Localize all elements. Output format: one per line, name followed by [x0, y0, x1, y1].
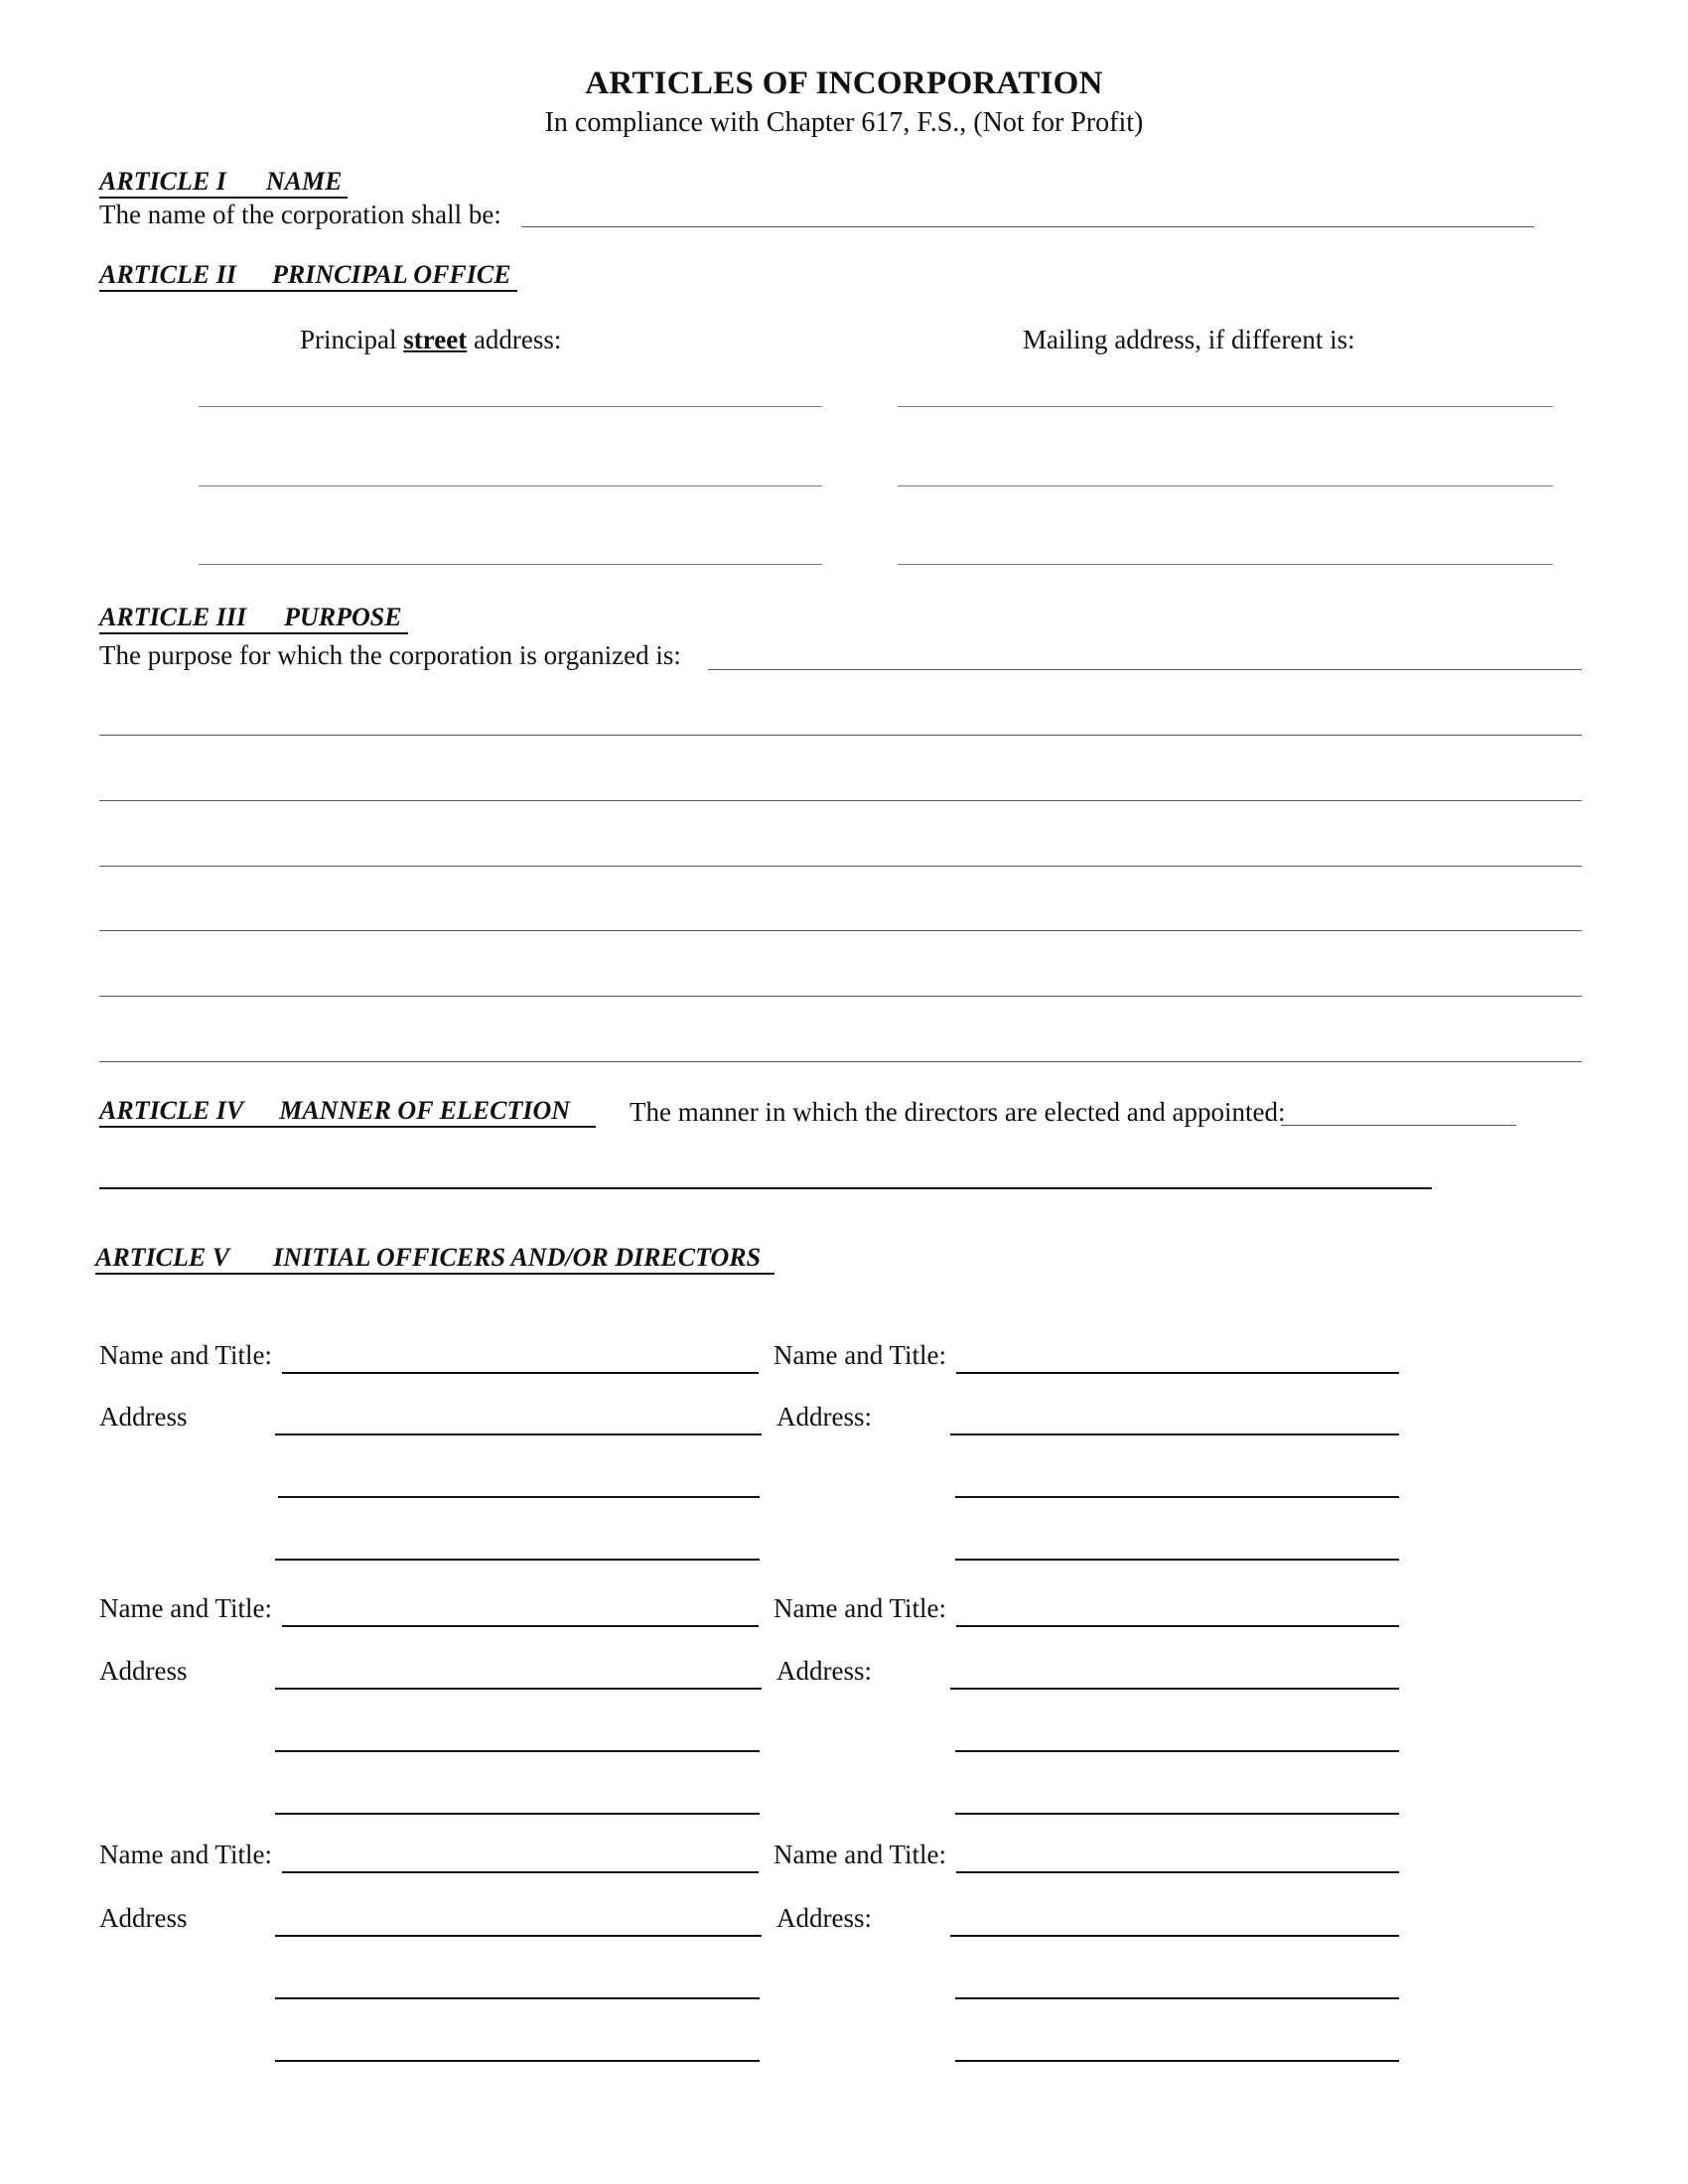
officer-6-address-label: Address:: [776, 1903, 872, 1933]
principal-address-line-3[interactable]: [199, 564, 822, 565]
officer-6-address-line-3[interactable]: [955, 2060, 1399, 2062]
purpose-field-line-1[interactable]: [708, 669, 1582, 670]
officer-5-name-title-label: Name and Title:: [99, 1840, 272, 1869]
election-manner-field-2[interactable]: [99, 1187, 1432, 1189]
street-label-prefix: Principal: [300, 325, 397, 354]
article-2-title: PRINCIPAL OFFICE: [272, 260, 511, 289]
officer-3-address-label: Address: [99, 1656, 188, 1686]
article-3-prompt: The purpose for which the corporation is organized is:: [99, 640, 681, 670]
officer-1-address-line-2[interactable]: [278, 1496, 760, 1498]
officer-1-address-line-1[interactable]: [275, 1433, 762, 1435]
article-4-title: MANNER OF ELECTION: [279, 1096, 571, 1125]
purpose-field-line-5[interactable]: [99, 930, 1582, 931]
purpose-field-line-2[interactable]: [99, 735, 1582, 736]
article-1-number: ARTICLE I: [99, 167, 226, 196]
officer-3-address-line-2[interactable]: [275, 1750, 760, 1752]
purpose-field-line-3[interactable]: [99, 800, 1582, 801]
street-label-suffix: address:: [473, 325, 562, 354]
officer-4-address-line-2[interactable]: [955, 1750, 1399, 1752]
article-1-heading: [99, 167, 348, 199]
principal-address-line-2[interactable]: [199, 485, 822, 486]
article-4-heading: [99, 1096, 596, 1128]
article-5-title: INITIAL OFFICERS AND/OR DIRECTORS: [273, 1243, 762, 1272]
officer-5-name-title-field[interactable]: [282, 1871, 759, 1873]
officer-3-address-line-1[interactable]: [275, 1688, 762, 1690]
officer-5-address-line-1[interactable]: [275, 1935, 762, 1937]
officer-4-name-title-field[interactable]: [956, 1625, 1399, 1627]
article-5-number: ARTICLE V: [95, 1243, 230, 1272]
officer-4-address-line-3[interactable]: [955, 1813, 1399, 1815]
principal-street-address-label: [300, 325, 561, 354]
officer-2-address-line-2[interactable]: [955, 1496, 1399, 1498]
officer-4-address-label: Address:: [776, 1656, 872, 1686]
mailing-address-label: Mailing address, if different is:: [1023, 325, 1355, 354]
article-4-prompt: The manner in which the directors are elected and appointed:: [630, 1097, 1286, 1127]
officer-2-name-title-label: Name and Title:: [774, 1340, 946, 1370]
article-5-heading: [95, 1243, 774, 1275]
officer-5-address-line-3[interactable]: [275, 2060, 760, 2062]
article-3-number: ARTICLE III: [99, 603, 247, 631]
officer-6-address-line-1[interactable]: [950, 1935, 1399, 1937]
article-2-heading: [99, 260, 517, 292]
officer-2-address-line-1[interactable]: [950, 1433, 1399, 1435]
officer-4-address-line-1[interactable]: [950, 1688, 1399, 1690]
officer-1-name-title-field[interactable]: [282, 1372, 759, 1374]
purpose-field-line-6[interactable]: [99, 996, 1582, 997]
officer-2-address-line-3[interactable]: [955, 1559, 1399, 1561]
mailing-address-line-1[interactable]: [898, 406, 1553, 407]
officer-5-address-line-2[interactable]: [275, 1997, 760, 1999]
mailing-address-line-3[interactable]: [898, 564, 1553, 565]
election-manner-field-1[interactable]: [1281, 1125, 1516, 1126]
officer-6-name-title-field[interactable]: [956, 1871, 1399, 1873]
officer-1-address-label: Address: [99, 1402, 188, 1432]
article-4-number: ARTICLE IV: [99, 1096, 244, 1125]
officer-6-name-title-label: Name and Title:: [774, 1840, 946, 1869]
article-3-title: PURPOSE: [284, 603, 402, 631]
officer-1-name-title-label: Name and Title:: [99, 1340, 272, 1370]
officer-6-address-line-2[interactable]: [955, 1997, 1399, 1999]
officer-2-address-label: Address:: [776, 1402, 872, 1432]
principal-address-line-1[interactable]: [199, 406, 822, 407]
form-subtitle: In compliance with Chapter 617, F.S., (Not for Profit): [544, 107, 1144, 138]
officer-3-name-title-field[interactable]: [282, 1625, 759, 1627]
officer-4-name-title-label: Name and Title:: [774, 1593, 946, 1623]
officer-1-address-line-3[interactable]: [275, 1559, 760, 1561]
officer-3-address-line-3[interactable]: [275, 1813, 760, 1815]
street-emphasis: street: [403, 325, 468, 354]
article-1-title: NAME: [265, 167, 343, 196]
article-3-heading: [99, 603, 408, 634]
form-title: ARTICLES OF INCORPORATION: [585, 66, 1103, 101]
corporation-name-field[interactable]: [521, 226, 1534, 227]
purpose-field-line-4[interactable]: [99, 866, 1582, 867]
article-1-prompt: The name of the corporation shall be:: [99, 200, 501, 229]
officer-5-address-label: Address: [99, 1903, 188, 1933]
officer-2-name-title-field[interactable]: [956, 1372, 1399, 1374]
article-2-number: ARTICLE II: [99, 260, 236, 289]
officer-3-name-title-label: Name and Title:: [99, 1593, 272, 1623]
mailing-address-line-2[interactable]: [898, 485, 1553, 486]
purpose-field-line-7[interactable]: [99, 1061, 1582, 1062]
